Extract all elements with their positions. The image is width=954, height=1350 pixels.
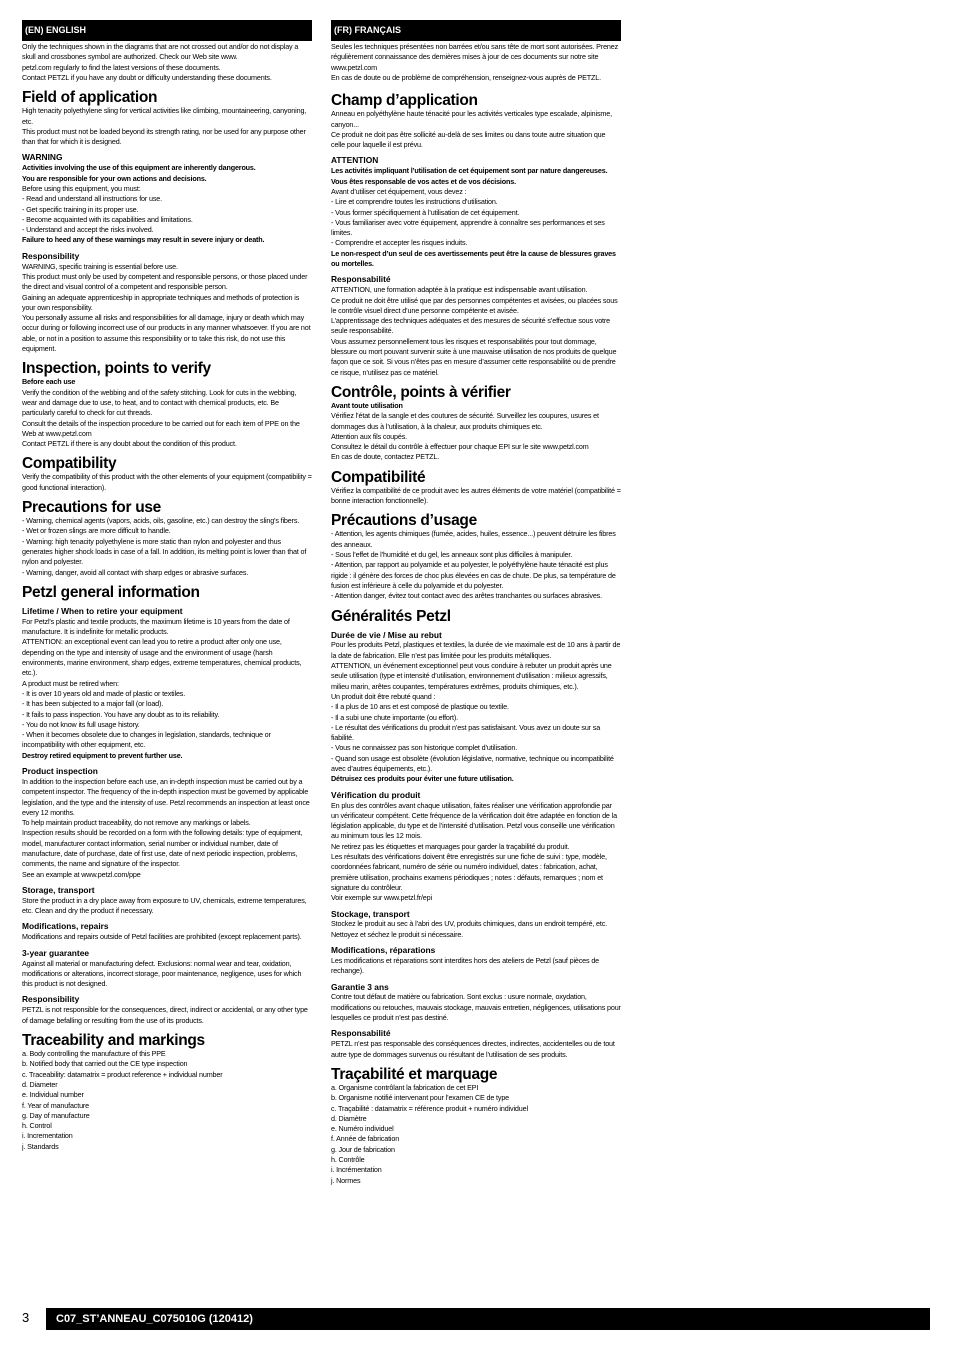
- list-item: j. Standards: [22, 1141, 59, 1151]
- list-item: c. Traceability: datamatrix = product reference + individual number: [22, 1069, 223, 1079]
- list-item: a. Organisme contrôlant la fabrication de cet EPI: [331, 1082, 479, 1092]
- inspection-text: [331, 401, 621, 463]
- list-item: - Warning: high tenacity polyethylene is more static than nylon and polyester and thus generates higher shock loads in case of a fall. In addition, its melting point is lower than that of nylon and polyester.: [22, 536, 307, 567]
- section-title-inspection: Inspection, points to verify: [22, 360, 211, 378]
- paragraph: To help maintain product traceability, do not remove any markings or labels.: [22, 818, 251, 828]
- warning-line: - Become acquainted with its capabilities and limitations.: [22, 214, 193, 224]
- paragraph: Voir exemple sur www.petzl.fr/epi: [331, 893, 432, 903]
- field-text: [331, 109, 621, 150]
- lifetime-text: [22, 617, 312, 761]
- list-item: - You do not know its full usage history.: [22, 719, 140, 729]
- section-title-general: Petzl general information: [22, 583, 200, 601]
- field-text: [22, 106, 312, 147]
- warning-line: - Comprendre et accepter les risques induits.: [331, 238, 468, 248]
- paragraph: ATTENTION: an exceptional event can lead you to retire a product after only one use, depending on the type and intensity of usage and the environment of usage (harsh environments, marine environment, sharp edges, extreme temperatures, chemical products, etc.).: [22, 637, 302, 678]
- english-column: [22, 20, 312, 1152]
- language-header: (EN) ENGLISH: [22, 20, 312, 41]
- paragraph: Ce produit ne doit être utilisé que par des personnes compétentes et avisées, ou placées sous le contrôle visuel direct d’une personne compétente et avisée.: [331, 295, 618, 315]
- intro-line: Contact PETZL if you have any doubt or difficulty understanding these documents.: [22, 72, 272, 82]
- inspection-subtitle: Avant toute utilisation: [331, 400, 403, 410]
- warning-title: WARNING: [22, 152, 63, 163]
- warning-bold-line: Les activités impliquant l’utilisation de cet équipement sont par nature dangereuses.: [331, 166, 608, 176]
- paragraph: A product must be retired when:: [22, 678, 119, 688]
- traceability-list: [22, 1049, 312, 1152]
- list-item: b. Organisme notifié intervenant pour l’examen CE de type: [331, 1093, 510, 1103]
- guarantee-text: Contre tout défaut de matière ou fabrication. Sont exclus : usure normale, oxydation, modifications ou retouches, mauvais stockage, mauvais entretien, négligences, utilisations pour lesquelles ce produit n’est pas destiné.: [331, 992, 621, 1023]
- document-reference: C07_ST’ANNEAU_C075010G (120412): [56, 1313, 253, 1325]
- paragraph: ATTENTION, une formation adaptée à la pratique est indispensable avant utilisation.: [331, 285, 588, 295]
- product-inspection-text: [22, 777, 312, 880]
- warning-line: Before using this equipment, you must:: [22, 183, 141, 193]
- list-item: f. Année de fabrication: [331, 1134, 400, 1144]
- document-reference-bar: [46, 1308, 930, 1330]
- product-inspection-title: Vérification du produit: [331, 789, 421, 800]
- intro-line: Seules les techniques présentées non barrées et/ou sans tête de mort sont autorisées. Prenez régulièrement connaissance des dernières mises à jour de ces documents sur notre site www.petzl.com: [331, 42, 619, 72]
- paragraph: Consult the details of the inspection procedure to be carried out for each item of PPE on the Web at www.petzl.com: [22, 418, 300, 438]
- intro-line: Only the techniques shown in the diagrams that are not crossed out and/or do not display a skull and crossbones symbol are authorized. Check our Web site www.: [22, 42, 299, 62]
- warning-bold-line: Activities involving the use of this equipment are inherently dangerous.: [22, 163, 256, 173]
- list-item: i. Incrementation: [22, 1131, 73, 1141]
- paragraph: This product must only be used by competent and responsible persons, or those placed under the direct and visual control of a competent and responsible person.: [22, 271, 308, 292]
- paragraph: Inspection results should be recorded on a form with the following details: type of equipment, model, manufacturer contact information, serial number or individual number, date of manufacture, date of purchase, date of first use, date of next periodic inspection, problems, comments, the name and signature of the inspector.: [22, 828, 303, 869]
- list-item: h. Control: [22, 1121, 52, 1131]
- paragraph: En plus des contrôles avant chaque utilisation, faites réaliser une vérification approfondie par un vérificateur compétent. Cette fréquence de la vérification doit être adaptée en fonction de la législation applicable, du type et de l’intensité d’utilisation. Petzl vous conseille une vérification au minimum tous les 12 mois.: [331, 800, 617, 841]
- guarantee-title: Garantie 3 ans: [331, 981, 389, 992]
- list-item: a. Body controlling the manufacture of this PPE: [22, 1049, 166, 1059]
- paragraph: High tenacity polyethylene sling for vertical activities like climbing, mountaineering, canyoning, etc.: [22, 106, 307, 126]
- paragraph: Contact PETZL if there is any doubt about the condition of this product.: [22, 439, 237, 449]
- responsibility2-text: PETZL is not responsible for the consequences, direct, indirect or accidental, or any other type of damage befalling or resulting from the use of its products.: [22, 1005, 308, 1025]
- paragraph: For Petzl's plastic and textile products, the maximum lifetime is 10 years from the date of manufacture. It is indefinite for metallic products.: [22, 616, 290, 637]
- modifications-title: Modifications, réparations: [331, 945, 436, 956]
- paragraph: Pour les produits Petzl, plastiques et textiles, la durée de vie maximale est de 10 ans à partir de la date de fabrication. Elle n’est pas limitée pour les produits métalliques.: [331, 640, 621, 660]
- language-header: (FR) FRANÇAIS: [331, 20, 621, 41]
- responsibility-text: [22, 262, 312, 355]
- list-item: b. Notified body that carried out the CE type inspection: [22, 1059, 188, 1069]
- section-title-field: Field of application: [22, 89, 158, 107]
- warning-line: - Read and understand all instructions for use.: [22, 194, 162, 204]
- responsibility-title: Responsibility: [22, 250, 80, 261]
- product-inspection-title: Product inspection: [22, 766, 98, 777]
- compatibility-text: Vérifiez la compatibilité de ce produit avec les autres éléments de votre matériel (compatibilité = bonne interaction fonctionnelle).: [331, 485, 621, 506]
- list-item: - Wet or frozen slings are more difficult to handle.: [22, 526, 171, 536]
- bold-line: Détruisez ces produits pour éviter une future utilisation.: [331, 774, 514, 784]
- list-item: - It is over 10 years old and made of plastic or textiles.: [22, 688, 186, 698]
- precautions-text: [22, 516, 312, 578]
- modifications-text: Les modifications et réparations sont interdites hors des ateliers de Petzl (sauf pièces de rechange).: [331, 955, 600, 976]
- intro-line: En cas de doute ou de problème de compréhension, renseignez-vous auprès de PETZL.: [331, 72, 601, 82]
- storage-title: Stockage, transport: [331, 908, 410, 919]
- list-item: - Attention danger, évitez tout contact avec des arêtes tranchantes ou surfaces abrasives.: [331, 591, 602, 601]
- paragraph: In addition to the inspection before each use, an in-depth inspection must be carried out by a competent inspector. The frequency of the in-depth inspection must be governed by applicable legislation, and the type and the intensity of use. Petzl recommends an inspection at least once every 12 months.: [22, 776, 310, 817]
- warning-bold-line: You are responsible for your own actions and decisions.: [22, 173, 207, 183]
- warning-line: - Lire et comprendre toutes les instructions d’utilisation.: [331, 197, 498, 207]
- bold-line: Destroy retired equipment to prevent further use.: [22, 750, 183, 760]
- list-item: - Vous ne connaissez pas son historique complet d’utilisation.: [331, 743, 518, 753]
- paragraph: ATTENTION, un événement exceptionnel peut vous conduire à rebuter un produit après une seule utilisation (type et intensité d’utilisation, environnement d’utilisation : milieux agressifs, milieu marin, arêtes coupantes, températures extrêmes, produits chimiques, etc.).: [331, 661, 612, 691]
- storage-text: Stockez le produit au sec à l’abri des UV, produits chimiques, dans un endroit tempéré, etc. Nettoyez et séchez le produit si nécessaire.: [331, 919, 607, 939]
- inspection-subtitle: Before each use: [22, 377, 76, 387]
- paragraph: Consultez le détail du contrôle à effectuer pour chaque EPI sur le site www.petzl.com: [331, 442, 589, 452]
- compatibility-text: Verify the compatibility of this product with the other elements of your equipment (compatibility = good functional interaction).: [22, 472, 312, 492]
- list-item: e. Numéro individuel: [331, 1124, 394, 1134]
- section-title-inspection: Contrôle, points à vérifier: [331, 383, 511, 401]
- warning-line: - Get specific training in its proper use.: [22, 204, 139, 214]
- list-item: i. Incrémentation: [331, 1165, 382, 1175]
- precautions-text: [331, 529, 621, 601]
- list-item: f. Year of manufacture: [22, 1100, 90, 1110]
- paragraph: WARNING, specific training is essential before use.: [22, 261, 178, 271]
- responsibility2-text: PETZL n’est pas responsable des conséquences directes, indirectes, accidentelles ou de tout autre type de dommages survenus ou résultant de l’utilisation de ses produits.: [331, 1039, 615, 1059]
- warning-text: [331, 166, 621, 269]
- lifetime-title: Lifetime / When to retire your equipment: [22, 605, 183, 616]
- list-item: d. Diameter: [22, 1079, 58, 1089]
- list-item: - Warning, chemical agents (vapors, acids, oils, gasoline, etc.) can destroy the sling's fibers.: [22, 516, 300, 526]
- intro-line: petzl.com regularly to find the latest versions of these documents.: [22, 62, 221, 72]
- warning-text: [22, 163, 312, 245]
- list-item: h. Contrôle: [331, 1155, 365, 1164]
- french-column: [331, 20, 621, 1186]
- paragraph: Anneau en polyéthylène haute ténacité pour les activités verticales type escalade, alpinisme, canyon...: [331, 109, 612, 129]
- paragraph: Attention aux fils coupés.: [331, 431, 408, 441]
- traceability-list: [331, 1083, 621, 1186]
- section-title-precautions: Précautions d’usage: [331, 512, 477, 530]
- responsibility-title: Responsabilité: [331, 274, 391, 285]
- paragraph: Les résultats des vérifications doivent être enregistrés sur une fiche de suivi : type, modèle, coordonnées fabricant, numéro de série ou numéro individuel, dates : fabrication, achat, première utilisation, prochains examens périodiques ; notes : défauts, remarques ; nom et signature du contrôleur.: [331, 852, 607, 892]
- warning-line: - Vous former spécifiquement à l’utilisation de cet équipement.: [331, 207, 520, 217]
- warning-line: - Understand and accept the risks involved.: [22, 225, 154, 235]
- paragraph: Ne retirez pas les étiquettes et marquages pour garder la traçabilité du produit.: [331, 841, 570, 851]
- modifications-text: Modifications and repairs outside of Petzl facilities are prohibited (except replacement parts).: [22, 932, 302, 942]
- intro-text: [331, 42, 621, 83]
- list-item: j. Normes: [331, 1175, 361, 1185]
- paragraph: This product must not be loaded beyond its strength rating, nor be used for any purpose other than that for which it is designed.: [22, 126, 306, 147]
- section-title-traceability: Traceability and markings: [22, 1031, 205, 1049]
- list-item: - Warning, danger, avoid all contact with sharp edges or abrasive surfaces.: [22, 567, 249, 577]
- paragraph: L’apprentissage des techniques adéquates et des mesures de sécurité s’effectue sous votre seule responsabilité.: [331, 316, 610, 336]
- list-item: c. Traçabilité : datamatrix = référence produit + numéro individuel: [331, 1103, 528, 1113]
- list-item: - Attention, les agents chimiques (fumée, acides, huiles, essence...) peuvent détruire les fibres des anneaux.: [331, 529, 616, 549]
- paragraph: You personally assume all risks and responsibilities for all damage, injury or death which may occur during or following incorrect use of our products in any manner whatsoever. If you are not able, or not in a position to assume this responsibility or to take this risk, do not use this equipment.: [22, 313, 311, 354]
- intro-text: [22, 42, 312, 83]
- product-inspection-text: [331, 801, 621, 904]
- warning-bold-line: Vous êtes responsable de vos actes et de vos décisions.: [331, 176, 516, 186]
- paragraph: See an example at www.petzl.com/ppe: [22, 869, 141, 879]
- warning-bold-line: Le non-respect d’un seul de ces avertissements peut être la cause de blessures graves ou mortelles.: [331, 248, 616, 269]
- responsibility-text: [331, 285, 621, 378]
- paragraph: En cas de doute, contactez PETZL.: [331, 452, 440, 462]
- paragraph: Gaining an adequate apprenticeship in appropriate techniques and methods of protection is your own responsibility.: [22, 292, 300, 312]
- paragraph: Vous assumez personnellement tous les risques et responsabilités pour tout dommage, blessure ou mort pouvant survenir suite à une mauvaise utilisation de nos produits de quelque façon que ce soit. Si vous n’êtes pas en mesure d’assumer cette responsabilité ou de prendre ce risque, n’utilisez pas ce matériel.: [331, 336, 617, 377]
- section-title-compatibility: Compatibility: [22, 455, 117, 473]
- warning-bold-line: Failure to heed any of these warnings may result in severe injury or death.: [22, 235, 265, 245]
- paragraph: Vérifiez l’état de la sangle et des coutures de sécurité. Surveillez les coupures, usures et dommages dus à l’utilisation, à la chaleur, aux produits chimiques etc.: [331, 411, 599, 431]
- storage-text: Store the product in a dry place away from exposure to UV, chemicals, extreme temperatures, etc. Clean and dry the product if necessary.: [22, 895, 307, 916]
- inspection-text: [22, 377, 312, 449]
- lifetime-title: Durée de vie / Mise au rebut: [331, 629, 442, 640]
- section-title-traceability: Traçabilité et marquage: [331, 1065, 498, 1083]
- list-item: g. Jour de fabrication: [331, 1144, 395, 1154]
- list-item: - Il a plus de 10 ans et est composé de plastique ou textile.: [331, 702, 509, 712]
- warning-title: ATTENTION: [331, 155, 379, 166]
- responsibility2-title: Responsabilité: [331, 1028, 391, 1039]
- guarantee-text: Against all material or manufacturing defect. Exclusions: normal wear and tear, oxidation, modifications or alterations, incorrect storage, poor maintenance, negligence, uses for which this product is not designed.: [22, 958, 302, 989]
- list-item: e. Individual number: [22, 1090, 84, 1100]
- storage-title: Storage, transport: [22, 884, 95, 895]
- list-item: - Quand son usage est obsolète (évolution législative, normative, technique ou incompatibilité avec d’autres équipements, etc.).: [331, 753, 614, 774]
- list-item: d. Diamètre: [331, 1113, 367, 1123]
- paragraph: Un produit doit être rebuté quand :: [331, 691, 436, 701]
- list-item: g. Day of manufacture: [22, 1110, 90, 1120]
- guarantee-title: 3-year guarantee: [22, 947, 90, 958]
- responsibility2-title: Responsibility: [22, 994, 80, 1005]
- paragraph: Verify the condition of the webbing and of the safety stitching. Look for cuts in the webbing, wear and damage due to use, to heat, and to contact with chemical products, etc. Be particularly careful to check for cut threads.: [22, 387, 297, 418]
- modifications-title: Modifications, repairs: [22, 921, 109, 932]
- lifetime-text: [331, 640, 621, 784]
- list-item: - When it becomes obsolete due to changes in legislation, standards, technique or incompatibility with other equipment, etc.: [22, 730, 271, 750]
- warning-line: Avant d’utiliser cet équipement, vous devez :: [331, 186, 467, 196]
- list-item: - It has been subjected to a major fall (or load).: [22, 699, 164, 709]
- section-title-field: Champ d’application: [331, 92, 478, 110]
- list-item: - Attention, par rapport au polyamide et au polyester, le polyéthylène haute ténacité est plus rigide : il génère des forces de choc plus élevées en cas de chute. De plus, sa température de fusion est inférieure à celle du polyamide et du polyester.: [331, 560, 616, 590]
- list-item: - It fails to pass inspection. You have any doubt as to its reliability.: [22, 709, 220, 719]
- list-item: - Sous l’effet de l’humidité et du gel, les anneaux sont plus difficiles à manipuler.: [331, 550, 573, 560]
- section-title-compatibility: Compatibilité: [331, 468, 426, 486]
- warning-line: - Vous familiariser avec votre équipement, apprendre à connaître ses performances et ses limites.: [331, 217, 605, 238]
- paragraph: Ce produit ne doit pas être sollicité au-delà de ses limites ou dans toute autre situation que celle pour laquelle il est prévu.: [331, 129, 606, 150]
- list-item: - Il a subi une chute importante (ou effort).: [331, 712, 458, 722]
- list-item: - Le résultat des vérifications du produit n’est pas satisfaisant. Vous avez un doute sur sa fiabilité.: [331, 722, 601, 743]
- section-title-general: Généralités Petzl: [331, 607, 451, 625]
- page-number: 3: [22, 1310, 30, 1325]
- section-title-precautions: Precautions for use: [22, 499, 162, 517]
